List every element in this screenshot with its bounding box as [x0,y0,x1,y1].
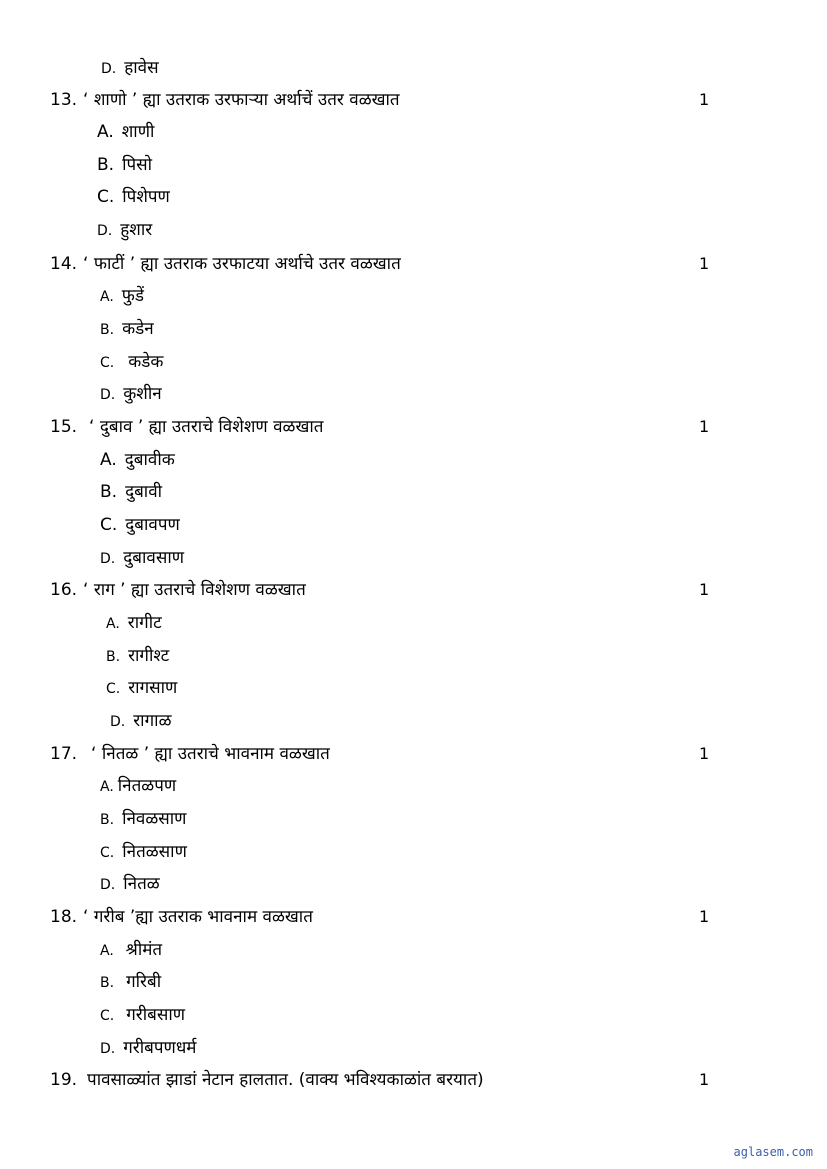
question-text: पावसाळ्यांत झाडां नेटान हालतात. (वाक्य भविश्यकाळांत बरयात) [87,1070,484,1090]
option [100,318,154,341]
option [100,873,160,896]
option-letter: C. [100,845,115,861]
question-number: 17. [50,744,78,764]
option-text: कुशीन [123,384,162,404]
option-text: गरीबसाण [126,1005,186,1025]
option-letter: D. [100,551,116,567]
question-14 [50,253,401,275]
option-text: दुबावसाण [123,548,185,568]
question-text: ‘ शाणो ’ ह्या उतराक उरफाऱ्या अर्थाचें उतर वळखात [83,90,400,110]
option [100,383,162,406]
option-text: दुबावी [125,482,163,502]
option [97,219,152,242]
option-letter: A. [100,779,114,795]
question-text: ‘ राग ’ ह्या उतराचे विशेशण वळखात [83,580,306,600]
option-text: पिशेपण [122,187,170,207]
option-letter: C. [97,187,115,207]
option-letter: B. [100,482,118,502]
option-letter: A. [97,122,114,142]
option [100,351,163,374]
question-13 [50,89,400,111]
question-19 [50,1069,484,1091]
option [100,808,186,831]
option-letter: C. [100,355,115,371]
option-text: कडेक [128,352,164,372]
option-letter: C. [100,1008,115,1024]
option-text: पिसो [122,155,153,175]
option-text: रागीश्ट [128,646,170,666]
question-text: ‘ नितळ ’ ह्या उतराचे भावनाम वळखात [91,744,330,764]
option-text: रागीट [127,613,162,633]
option-letter: B. [100,812,115,828]
option [106,612,162,635]
question-number: 16. [50,580,78,600]
question-number: 13. [50,90,78,110]
option-text: दुबावपण [125,515,180,535]
option-text: नितळ [123,874,160,894]
option [106,677,177,700]
option-text: रागाळ [133,711,172,731]
question-marks: 1 [699,907,710,926]
option-letter: C. [100,515,118,535]
option-letter: A. [100,943,114,959]
option-text: हुशार [120,220,153,240]
option-letter: D. [110,714,126,730]
option-letter: B. [106,649,121,665]
question-15 [50,416,323,438]
question-marks: 1 [699,580,710,599]
question-text: ‘ दुबाव ’ ह्या उतराचे विशेशण वळखात [89,417,324,437]
question-17 [50,743,330,765]
option [100,449,175,471]
option [106,645,169,668]
question-text: ‘ फाटीं ’ ह्या उतराक उरफाटया अर्थाचे उतर वळखात [83,254,401,274]
option-text: नितळपण [117,776,177,796]
option [100,939,162,962]
option-letter: A. [100,289,114,305]
option-letter: B. [100,975,115,991]
question-16 [50,579,306,601]
option [100,547,184,570]
option-text: निवळसाण [122,809,187,829]
option-text: फुडें [121,286,144,306]
option-letter: D. [101,61,117,77]
option-d-prev [101,57,159,80]
option-text: नितळसाण [122,842,187,862]
question-text: ‘ गरीब ’ह्या उतराक भावनाम वळखात [83,907,313,927]
option-text: कडेन [122,319,154,339]
option [97,186,170,208]
question-marks: 1 [699,417,710,436]
option-letter: D. [100,877,116,893]
option [110,710,171,733]
question-marks: 1 [699,90,710,109]
option-letter: D. [100,1041,116,1057]
question-number: 14. [50,254,78,274]
option [100,775,176,798]
question-number: 15. [50,417,78,437]
question-marks: 1 [699,254,710,273]
question-number: 18. [50,907,78,927]
option-text: दुबावीक [124,450,175,470]
option [97,121,154,143]
option-text: हावेस [124,58,159,78]
question-marks: 1 [699,1070,710,1089]
option-letter: D. [97,223,113,239]
option-letter: A. [106,616,120,632]
option-letter: C. [106,681,121,697]
question-18 [50,906,313,928]
option [100,971,161,994]
option [100,285,144,308]
option-text: गरिबी [126,972,162,992]
option-text: गरीबपणधर्म [123,1038,197,1058]
option [100,1037,196,1060]
option [100,514,180,536]
option-letter: B. [100,322,115,338]
option [100,841,187,864]
option-letter: D. [100,387,116,403]
option [100,1004,185,1027]
option-text: शाणी [121,122,155,142]
question-marks: 1 [699,744,710,763]
option [100,481,162,503]
option-letter: B. [97,155,115,175]
option-text: श्रीमंत [125,940,163,960]
option-letter: A. [100,450,117,470]
option-text: रागसाण [128,678,178,698]
watermark: aglasem.com [733,1145,813,1159]
question-number: 19. [50,1070,78,1090]
option [97,154,152,176]
